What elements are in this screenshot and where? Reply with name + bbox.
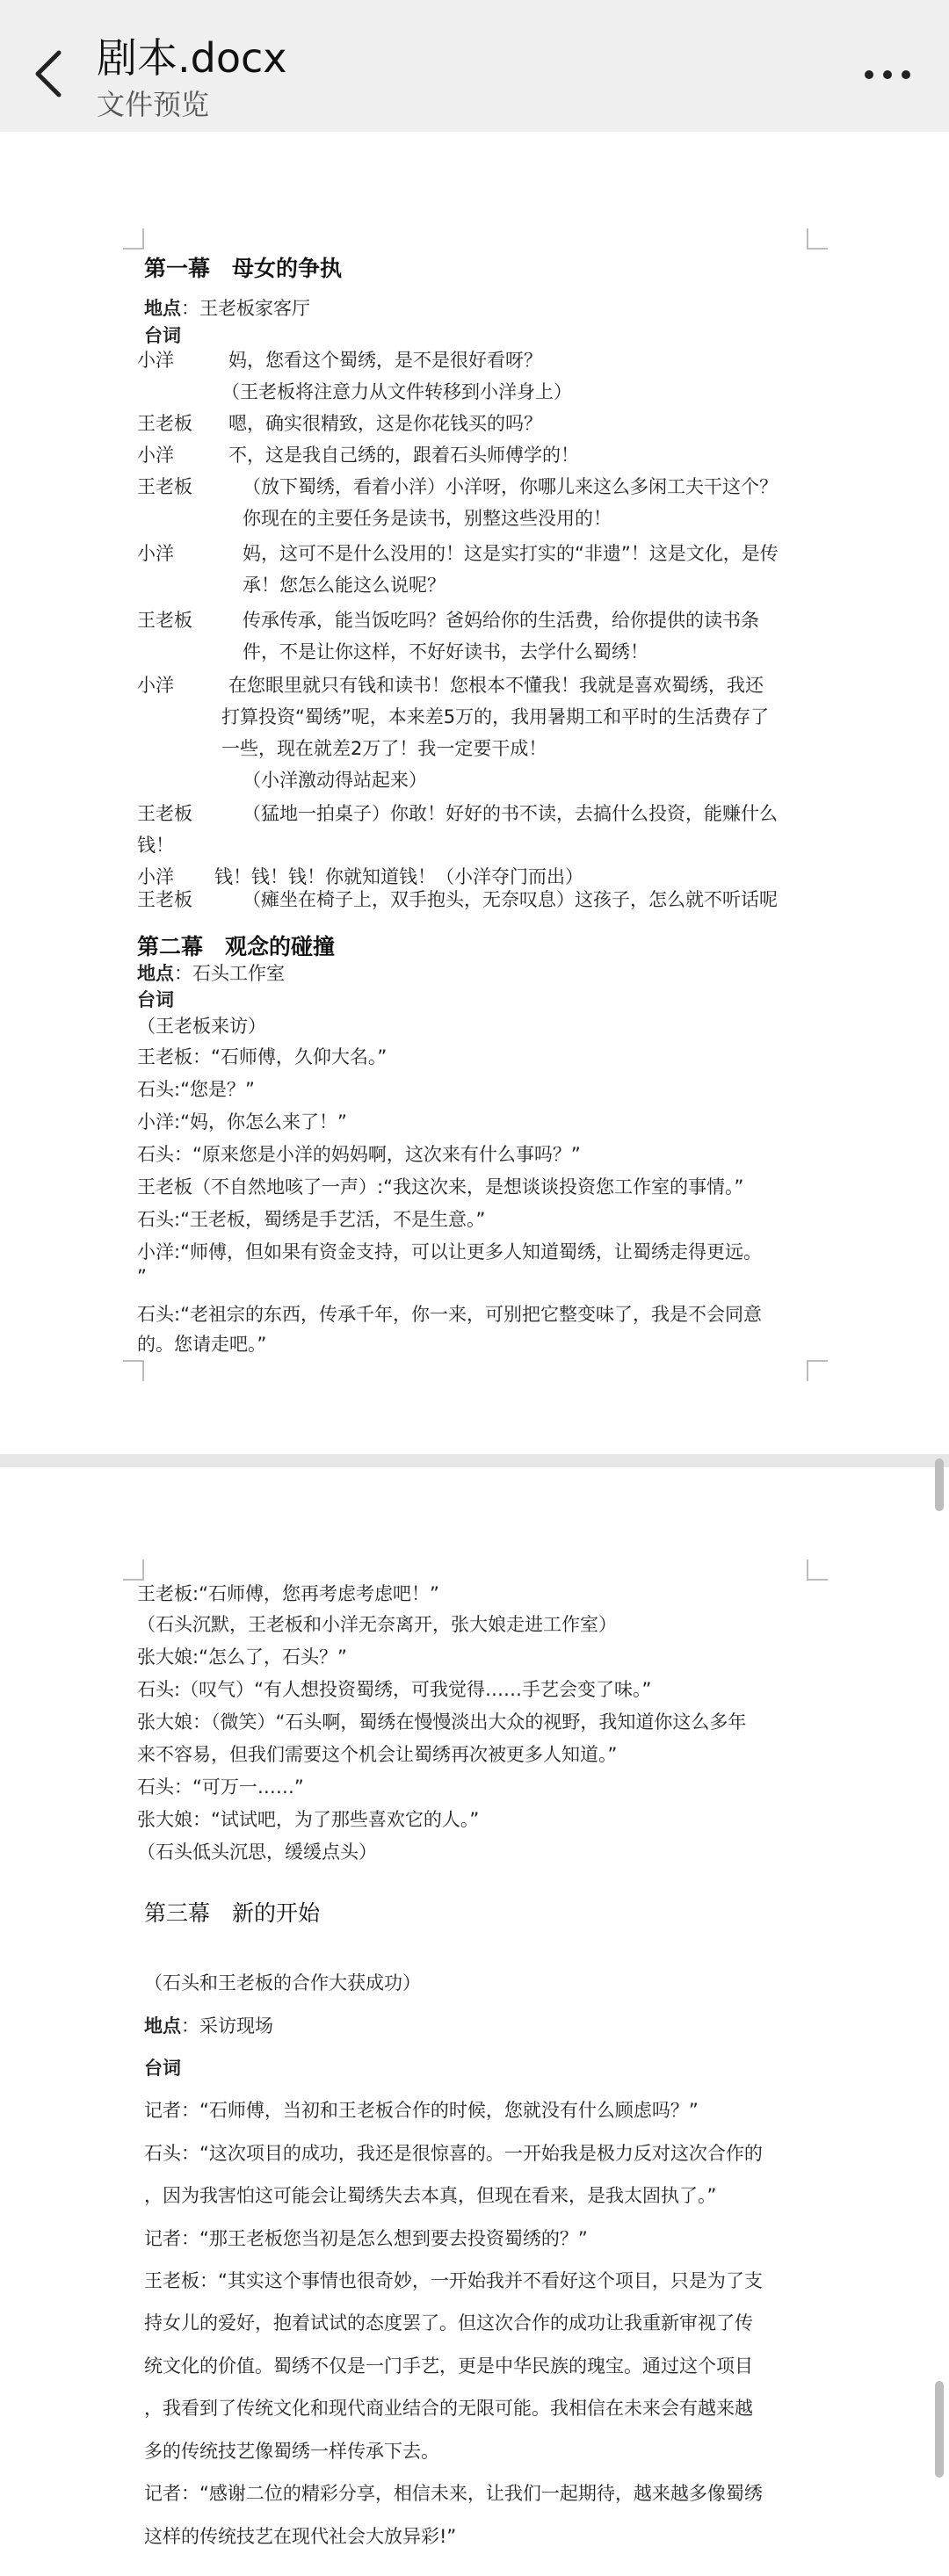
app-header bbox=[0, 0, 949, 133]
speech: 不，这是我自己绣的，跟着石头师傅学的！ bbox=[228, 445, 579, 466]
back-button[interactable] bbox=[19, 39, 77, 109]
speech: 妈，这可不是什么没用的！这是实打实的“非遗”！这是文化，是传 bbox=[243, 543, 779, 564]
act2-lines-label: 台词 bbox=[137, 989, 174, 1010]
act3-place bbox=[144, 2015, 273, 2037]
dialogue-continuation: ，因为我害怕这可能会让蜀绣失去本真，但现在看来，是我太固执了。” bbox=[144, 2185, 717, 2206]
dialogue-line: 石头：“这次项目的成功，我还是很惊喜的。一开始我是极力反对这次合作的 bbox=[144, 2143, 763, 2164]
dialogue-line bbox=[137, 445, 579, 467]
speaker: 小洋 bbox=[137, 866, 174, 887]
dialogue-continuation: 钱！ bbox=[137, 835, 174, 856]
act1-lines-label: 台词 bbox=[144, 325, 181, 346]
dialogue-line: 小洋:“师傅，但如果有资金支持，可以让更多人知道蜀绣，让蜀绣走得更远。 bbox=[137, 1241, 762, 1263]
stage-direction: （王老板将注意力从文件转移到小洋身上） bbox=[221, 381, 572, 402]
act2-place bbox=[137, 963, 285, 985]
dialogue-line: 张大娘:“怎么了，石头？” bbox=[137, 1646, 347, 1668]
speaker: 王老板 bbox=[137, 476, 192, 497]
dialogue-line bbox=[137, 476, 778, 498]
stage-direction: （王老板来访） bbox=[137, 1016, 266, 1037]
dialogue-line bbox=[137, 350, 542, 372]
speech: 在您眼里就只有钱和读书！您根本不懂我！我就是喜欢蜀绣，我还 bbox=[228, 675, 764, 696]
dialogue-line: 王老板：“其实这个事情也很奇妙，一开始我并不看好这个项目，只是为了支 bbox=[144, 2270, 763, 2291]
more-options-button[interactable] bbox=[852, 44, 923, 105]
speech: 传承传承，能当饭吃吗？爸妈给你的生活费，给你提供的读书条 bbox=[243, 610, 759, 631]
stage-direction: （石头沉默，王老板和小洋无奈离开，张大娘走进工作室） bbox=[137, 1614, 617, 1635]
page-corner-mark bbox=[123, 1360, 144, 1381]
dialogue-line bbox=[137, 803, 778, 825]
dialogue-line: 石头:（叹气）“有人想投资蜀绣，可我觉得……手艺会变了味。” bbox=[137, 1679, 652, 1700]
speech: 嗯，确实很精致，这是你花钱买的吗？ bbox=[228, 413, 542, 434]
dialogue-line: 张大娘：“试试吧，为了那些喜欢它的人。” bbox=[137, 1809, 480, 1830]
speech: （猛地一拍桌子）你敢！好好的书不读，去搞什么投资，能赚什么 bbox=[243, 803, 778, 824]
dialogue-continuation: 打算投资“蜀绣”呢，本来差5万的，我用暑期工和平时的生活费存了 bbox=[221, 706, 770, 727]
act2-heading: 第二幕 观念的碰撞 bbox=[137, 934, 336, 959]
place-label: 地点 bbox=[144, 2015, 181, 2037]
dialogue-line: 记者：“石师傅，当初和王老板合作的时候，您就没有什么顾虑吗？” bbox=[144, 2100, 699, 2121]
dialogue-line bbox=[137, 610, 759, 632]
stage-direction: （石头和王老板的合作大获成功） bbox=[144, 1972, 421, 1994]
speaker: 小洋 bbox=[137, 543, 174, 564]
speaker: 小洋 bbox=[137, 350, 174, 371]
act1-heading: 第一幕 母女的争执 bbox=[144, 256, 343, 281]
dialogue-line bbox=[137, 675, 764, 697]
scrollbar-thumb[interactable] bbox=[935, 2381, 944, 2478]
file-title: 剧本.docx bbox=[97, 34, 287, 82]
speaker: 小洋 bbox=[137, 445, 174, 466]
dialogue-line: 石头:“您是？” bbox=[137, 1079, 255, 1100]
speech: （瘫坐在椅子上，双手抱头，无奈叹息）这孩子，怎么就不听话呢 bbox=[243, 889, 778, 910]
dialogue-line: 石头：“原来您是小洋的妈妈啊，这次来有什么事吗？” bbox=[137, 1144, 581, 1165]
dialogue-line: 石头:“老祖宗的东西，传承千年，你一来，可别把它整变味了，我是不会同意 bbox=[137, 1304, 762, 1325]
speech: 妈，您看这个蜀绣，是不是很好看呀？ bbox=[228, 350, 542, 371]
dialogue-continuation: 多的传统技艺像蜀绣一样传承下去。 bbox=[144, 2441, 439, 2462]
stage-direction: （小洋激动得站起来） bbox=[243, 770, 427, 791]
file-subtitle: 文件预览 bbox=[97, 88, 210, 121]
dialogue-line: 张大娘：（微笑）“石头啊，蜀绣在慢慢淡出大众的视野，我知道你这么多年 bbox=[137, 1711, 747, 1733]
page-corner-mark bbox=[123, 228, 144, 250]
document-page-2[interactable] bbox=[0, 1467, 949, 2576]
speaker: 王老板 bbox=[137, 413, 192, 434]
speaker: 王老板 bbox=[137, 889, 192, 910]
act1-place bbox=[144, 298, 310, 320]
dialogue-continuation: 一些，现在就差2万了！我一定要干成！ bbox=[221, 738, 547, 759]
speaker: 小洋 bbox=[137, 675, 174, 696]
dialogue-continuation: 件，不是让你这样，不好好读书，去学什么蜀绣！ bbox=[243, 641, 648, 662]
act3-lines-label: 台词 bbox=[144, 2058, 181, 2079]
dialogue-continuation: ” bbox=[137, 1266, 147, 1287]
dialogue-line: 小洋:“妈，你怎么来了！” bbox=[137, 1111, 347, 1132]
stage-direction: （石头低头沉思，缓缓点头） bbox=[137, 1842, 377, 1863]
page-corner-mark bbox=[807, 1360, 828, 1381]
dialogue-line: 记者：“感谢二位的精彩分享，相信未来，让我们一起期待，越来越多像蜀绣 bbox=[144, 2483, 763, 2504]
place-value: ：王老板家客厅 bbox=[181, 298, 310, 319]
dialogue-line bbox=[137, 543, 779, 565]
dialogue-line bbox=[137, 866, 583, 888]
place-value: ：采访现场 bbox=[181, 2015, 273, 2037]
place-value: ：石头工作室 bbox=[174, 963, 285, 984]
act3-heading: 第三幕 新的开始 bbox=[144, 1900, 321, 1926]
chevron-left-icon bbox=[31, 47, 66, 100]
dialogue-continuation: 持女儿的爱好，抱着试试的态度罢了。但这次合作的成功让我重新审视了传 bbox=[144, 2312, 753, 2334]
dialogue-line: 石头：“可万一……” bbox=[137, 1776, 304, 1798]
page-corner-mark bbox=[807, 1559, 828, 1581]
dialogue-continuation: 这样的传统技艺在现代社会大放异彩!” bbox=[144, 2526, 457, 2547]
dialogue-line bbox=[137, 889, 778, 911]
dialogue-continuation: 你现在的主要任务是读书，别整这些没用的！ bbox=[243, 508, 612, 529]
dialogue-line: 记者：“那王老板您当初是怎么想到要去投资蜀绣的？” bbox=[144, 2228, 588, 2249]
more-horizontal-icon bbox=[863, 69, 912, 81]
speaker: 王老板 bbox=[137, 803, 192, 824]
dialogue-continuation: 承！您怎么能这么说呢？ bbox=[243, 575, 446, 596]
page-corner-mark bbox=[123, 1559, 144, 1581]
dialogue-line: 王老板（不自然地咳了一声）:“我这次来，是想谈谈投资您工作室的事情。” bbox=[137, 1176, 744, 1198]
dialogue-line: 石头:“王老板，蜀绣是手艺活，不是生意。” bbox=[137, 1209, 486, 1230]
dialogue-continuation: 统文化的价值。蜀绣不仅是一门手艺，更是中华民族的瑰宝。通过这个项目 bbox=[144, 2355, 753, 2377]
dialogue-continuation: ，我看到了传统文化和现代商业结合的无限可能。我相信在未来会有越来越 bbox=[144, 2398, 753, 2419]
dialogue-line: 王老板:“石师傅，您再考虑考虑吧！” bbox=[137, 1583, 439, 1604]
dialogue-continuation: 的。您请走吧。” bbox=[137, 1334, 267, 1355]
dialogue-line: 王老板：“石师傅，久仰大名。” bbox=[137, 1046, 388, 1067]
place-label: 地点 bbox=[144, 298, 181, 319]
speech: （放下蜀绣，看着小洋）小洋呀，你哪儿来这么多闲工夫干这个？ bbox=[243, 476, 778, 497]
scrollbar-thumb[interactable] bbox=[935, 1458, 944, 1511]
dialogue-continuation: 来不容易，但我们需要这个机会让蜀绣再次被更多人知道。” bbox=[137, 1744, 618, 1765]
dialogue-line bbox=[137, 413, 542, 435]
document-page-1[interactable] bbox=[0, 132, 949, 1454]
speech: 钱！钱！钱！你就知道钱！（小洋夺门而出） bbox=[214, 866, 583, 887]
speaker: 王老板 bbox=[137, 610, 192, 631]
page-corner-mark bbox=[807, 228, 828, 250]
place-label: 地点 bbox=[137, 963, 174, 984]
